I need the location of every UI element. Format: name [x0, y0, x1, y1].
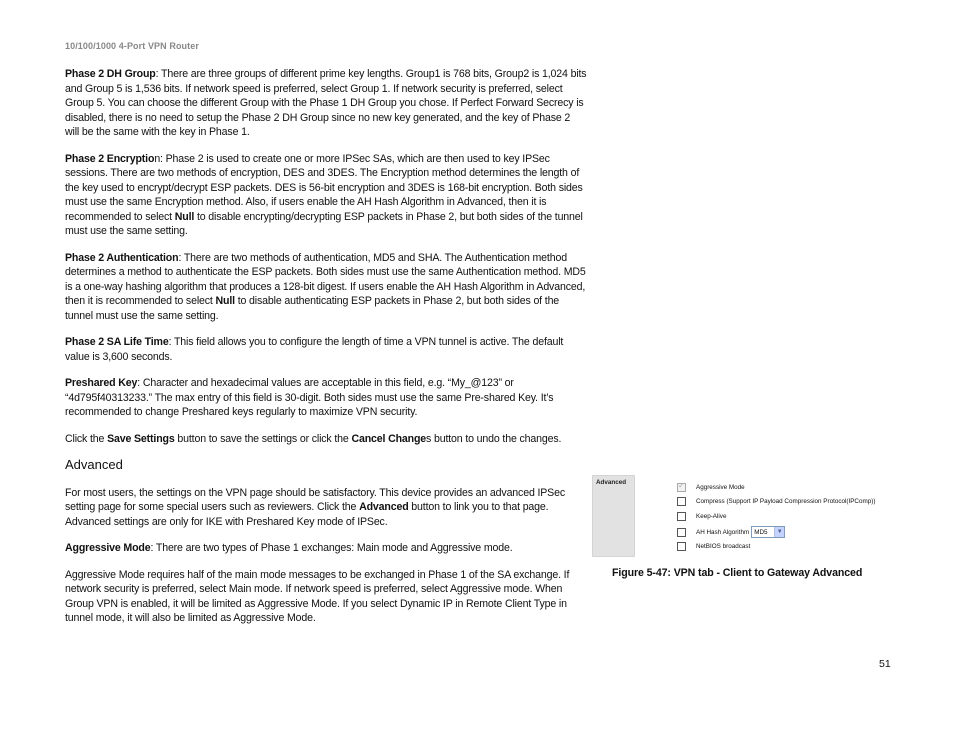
compress-checkbox[interactable] [677, 497, 686, 506]
option-compress [677, 497, 875, 506]
keep-alive-checkbox[interactable] [677, 512, 686, 521]
paragraph-sa-life [65, 335, 587, 364]
encryption-text-2: to disable encrypting/decrypting ESP packets in Phase 2, but both sides of the tunnel must use the same setting. [65, 210, 583, 237]
section-title-advanced: Advanced [65, 457, 123, 472]
netbios-checkbox[interactable] [677, 542, 686, 551]
paragraph-encryption [65, 152, 587, 239]
option-aggressive-mode [677, 483, 745, 492]
encryption-null: Null [174, 210, 195, 223]
compress-label: Compress (Support IP Payload Compression Protocol(IPComp)) [696, 498, 876, 505]
advanced-intro-text-1: For most users, the settings on the VPN page should be satisfactory. This device provides an advanced IPSec setting page for some special users such as reviewers. Click the [65, 486, 565, 513]
keep-alive-label: Keep-Alive [696, 513, 727, 520]
advanced-intro-text-2: button to link you to that page. Advanced settings are only for IKE with Preshared Key mode of IPSec. [65, 501, 549, 528]
ah-hash-checkbox[interactable] [677, 528, 686, 537]
option-keep-alive [677, 512, 726, 521]
figure-caption: Figure 5-47: VPN tab - Client to Gateway Advanced [612, 567, 863, 579]
body-text-column [65, 67, 587, 638]
term-authentication: Phase 2 Authentication [65, 251, 179, 264]
figure-vpn-advanced [592, 475, 892, 557]
preshared-text: : Character and hexadecimal values are acceptable in this field, e.g. “My_@123” or “4d795f40313233.” The max entry of this field is 30-digit. Both sides must use the same Pre-shared Key. It’s recommended to change Preshared keys regularly to maximize VPN security. [65, 377, 554, 418]
term-sa-life: Phase 2 SA Life Time [65, 336, 169, 348]
advanced-panel-label [592, 475, 635, 557]
advanced-term: Advanced [359, 501, 409, 513]
term-dh-group: Phase 2 DH Group [65, 68, 156, 80]
save-settings-term: Save Settings [107, 432, 175, 445]
authentication-text-2: to disable authenticating ESP packets in Phase 2, but both sides of the tunnel must use the same setting. [65, 295, 560, 322]
authentication-text-1: : There are two methods of authentication, MD5 and SHA. The Authentication method determines a method to authenticate the ESP packets. Both sides must use the same Authentication method. MD5 is a one-way hashing algorithm that produces a 128-bit digest. If users enable the AH Hash Algorithm in Advanced, then it is recommended to select [65, 251, 586, 307]
option-ah-hash [677, 526, 785, 538]
aggressive-mode-label: Aggressive Mode [696, 484, 745, 491]
paragraph-preshared [65, 376, 587, 420]
sa-life-text: : This field allows you to configure the length of time a VPN tunnel is active. The default value is 3,600 seconds. [65, 336, 564, 363]
cancel-changes-term: Cancel Change [351, 432, 427, 445]
page-number: 51 [879, 658, 891, 670]
save-text-1: Click the [65, 432, 108, 445]
ah-hash-select[interactable] [751, 526, 785, 538]
advanced-panel-text: Advanced [596, 479, 627, 486]
paragraph-advanced-intro [65, 486, 587, 530]
paragraph-aggressive [65, 541, 587, 556]
encryption-text-1: n: Phase 2 is used to create one or more IPSec SAs, which are then used to key IPSec sessions. There are two methods of encryption, DES and 3DES. The Encryption method determines the length of the key used to encrypt/decrypt ESP packets. DES is 56-bit encryption and 3DES is 168-bit encryption. Both sides must use the same Encryption method. Also, if users enable the AH Hash Algorithm in Advanced, then it is recommended to select [65, 152, 583, 223]
running-header: 10/100/1000 4-Port VPN Router [65, 41, 199, 51]
dh-group-text: : There are three groups of different prime key lengths. Group1 is 768 bits, Group2 is 1,024 bits and Group 5 is 1,536 bits. If network speed is preferred, select Group 1. If network security is preferred, select Group 5. You can choose the different Group with the Phase 1 DH Group you chose. If Perfect Forward Secrecy is disabled, there is no need to setup the Phase 2 DH Group since no new key generated, and the key of Phase 2 will be the same with the key in Phase 1. [65, 68, 587, 138]
paragraph-save [65, 432, 587, 447]
ah-hash-selected-value: MD5 [754, 528, 768, 536]
netbios-label: NetBIOS broadcast [696, 543, 751, 550]
option-netbios [677, 542, 750, 551]
term-encryption: Phase 2 Encryptio [65, 152, 155, 165]
ah-hash-label: AH Hash Algorithm [696, 528, 750, 536]
paragraph-authentication [65, 251, 587, 324]
paragraph-dh-group [65, 67, 587, 140]
authentication-null: Null [215, 295, 235, 307]
save-text-3: s button to undo the changes. [426, 432, 562, 445]
chevron-down-icon[interactable]: ▼ [774, 527, 784, 537]
term-aggressive: Aggressive Mode [65, 542, 151, 554]
aggressive-text: : There are two types of Phase 1 exchanges: Main mode and Aggressive mode. [150, 542, 513, 554]
aggressive-mode-checkbox[interactable] [677, 483, 686, 492]
term-preshared: Preshared Key [65, 377, 138, 389]
save-text-2: button to save the settings or click the [174, 432, 352, 445]
paragraph-aggressive-detail: Aggressive Mode requires half of the main mode messages to be exchanged in Phase 1 of the SA exchange. If network security is preferred, select Main mode. If network speed is preferred, select Aggressive mode. When Group VPN is enabled, it will be limited as Aggressive Mode. If you select Dynamic IP in Remote Client Type in tunnel mode, it will also be limited as Aggressive Mode. [65, 568, 570, 624]
